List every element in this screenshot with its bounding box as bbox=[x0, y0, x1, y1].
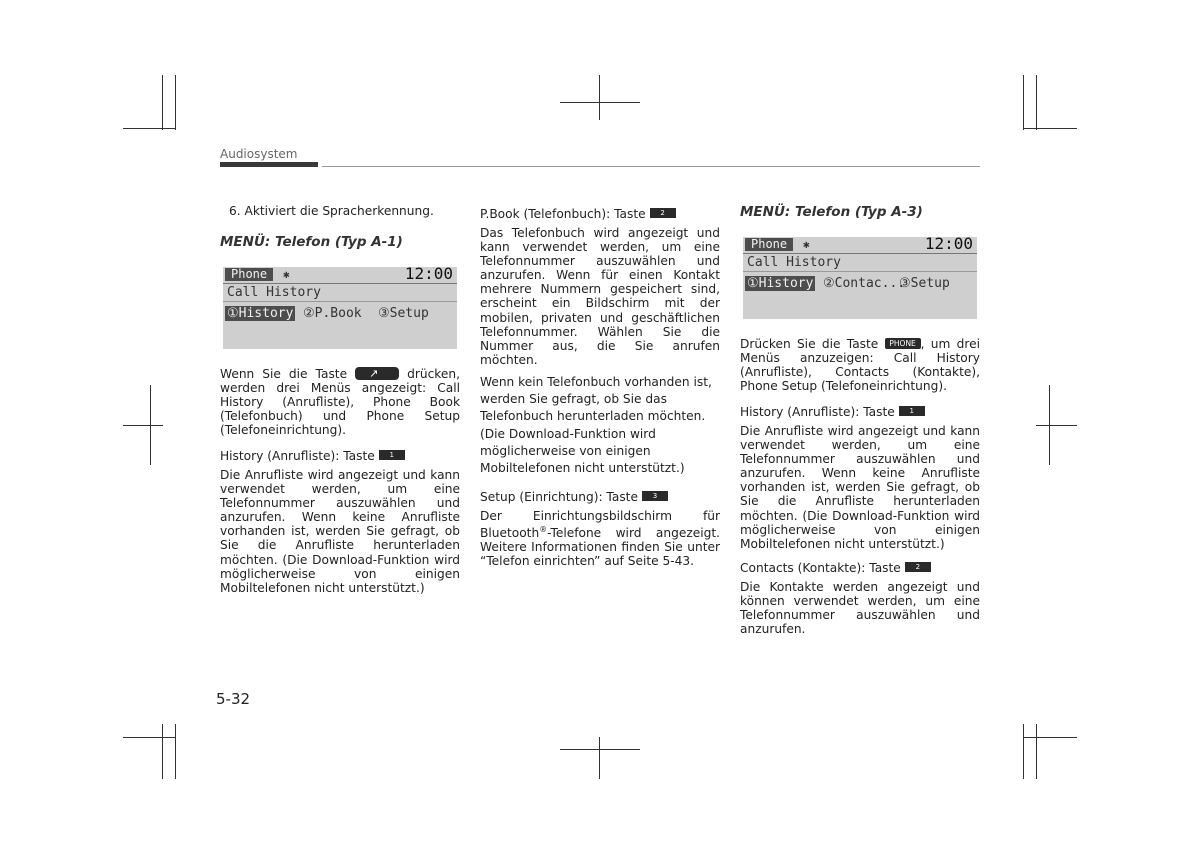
phone-button-icon: PHONE bbox=[885, 338, 921, 349]
step-6: 6. Aktiviert die Spracherkennung. bbox=[229, 204, 434, 218]
key-1-icon: 1 bbox=[379, 450, 405, 460]
screen-phone-label: Phone bbox=[745, 238, 793, 251]
screen-call-history: Call History bbox=[747, 255, 841, 270]
setup-heading: Setup (Einrichtung): Taste 3 bbox=[480, 490, 668, 504]
screen-divider bbox=[223, 283, 457, 284]
contacts-heading: Contacts (Kontakte): Taste 2 bbox=[740, 561, 931, 575]
key-1-icon: 1 bbox=[899, 406, 925, 416]
screen-divider bbox=[743, 253, 977, 254]
header-rule bbox=[322, 166, 980, 167]
screen-item-history: ①History bbox=[747, 276, 814, 291]
pbook-text: Das Telefonbuch wird angezeigt und kann verwendet werden, um eine Telefonnummer auszuwählen und anzurufen. Wenn für einen Kontakt mehrere Nummern gespeichert sind, erscheint ein Bildschirm mit der mobilen, privaten und geschäftlichen Telefonnummer. Wählen Sie die Nummer aus, die Sie anrufen möchten. bbox=[480, 226, 720, 367]
bluetooth-icon: ✱ bbox=[283, 268, 290, 281]
screen-time: 12:00 bbox=[924, 234, 973, 253]
bluetooth-icon: ✱ bbox=[803, 238, 810, 251]
pbook-text-2: Wenn kein Telefonbuch vorhanden ist, werden Sie gefragt, ob Sie das Telefonbuch herunterladen möchten. (Die Download-Funktion wird möglicherweise von einigen Mobiltelefonen nicht unterstützt.) bbox=[480, 375, 712, 476]
section-title: Audiosystem bbox=[220, 147, 298, 161]
screen-divider-2 bbox=[743, 271, 977, 272]
screen-a1 bbox=[223, 264, 457, 349]
setup-text: Der Einrichtungsbildschirm für Bluetooth®-Telefone wird angezeigt. Weitere Informationen finden Sie unter “Telefon einrichten” auf Seite 5-43. bbox=[480, 509, 720, 569]
phone-key-icon: ↗ bbox=[355, 367, 399, 380]
history-heading-a1: History (Anrufliste): Taste 1 bbox=[220, 449, 460, 463]
menu-title-a3: MENÜ: Telefon (Typ A-3) bbox=[740, 204, 923, 220]
screen-item-history: ①History bbox=[227, 306, 294, 321]
screen-time: 12:00 bbox=[404, 264, 453, 283]
contacts-text: Die Kontakte werden angezeigt und können verwendet werden, um eine Telefonnummer auszuwählen und anzurufen. bbox=[740, 580, 980, 637]
menu-title-a1: MENÜ: Telefon (Typ A-1) bbox=[220, 234, 403, 250]
screen-divider-2 bbox=[223, 301, 457, 302]
intro-a1: Wenn Sie die Taste ↗ drücken, werden drei Menüs angezeigt: Call History (Anrufliste), Phone Book (Telefonbuch) und Phone Setup (Telefoneinrichtung). bbox=[220, 367, 461, 438]
intro-a3: Drücken Sie die Taste PHONE , um drei Menüs anzuzeigen: Call History (Anrufliste), Contacts (Kontakte), Phone Setup (Telefoneinrichtung). bbox=[740, 337, 980, 394]
screen-phone-label: Phone bbox=[225, 268, 273, 281]
history-heading-a3: History (Anrufliste): Taste 1 bbox=[740, 405, 925, 419]
history-text-a3: Die Anrufliste wird angezeigt und kann verwendet werden, um eine Telefonnummer auszuwählen und anzurufen. Wenn keine Anrufliste vorhanden ist, werden Sie gefragt, ob Sie die Anrufliste herunterladen möchten. (Die Download-Funktion wird möglicherweise von einigen Mobiltelefonen nicht unterstützt.) bbox=[740, 424, 980, 551]
screen-call-history: Call History bbox=[227, 285, 321, 300]
screen-a3 bbox=[743, 234, 977, 319]
key-3-icon: 3 bbox=[642, 491, 668, 501]
screen-item-setup: ③Setup bbox=[899, 276, 950, 291]
pbook-heading: P.Book (Telefonbuch): Taste 2 bbox=[480, 207, 676, 221]
screen-item-pbook: ②P.Book bbox=[303, 306, 362, 321]
page-number: 5-32 bbox=[216, 690, 251, 708]
screen-item-setup: ③Setup bbox=[378, 306, 429, 321]
key-2-icon: 2 bbox=[905, 562, 931, 572]
header-bar bbox=[220, 162, 318, 167]
history-text-a1: Die Anrufliste wird angezeigt und kann verwendet werden, um eine Telefonnummer auszuwählen und anzurufen. Wenn keine Anrufliste vorhanden ist, werden Sie gefragt, ob Sie die Anrufliste herunterladen möchten. (Die Download-Funktion wird möglicherweise von einigen Mobiltelefonen nicht unterstützt.) bbox=[220, 468, 460, 595]
screen-item-contacts: ②Contac... bbox=[823, 276, 906, 291]
key-2-icon: 2 bbox=[650, 208, 676, 218]
